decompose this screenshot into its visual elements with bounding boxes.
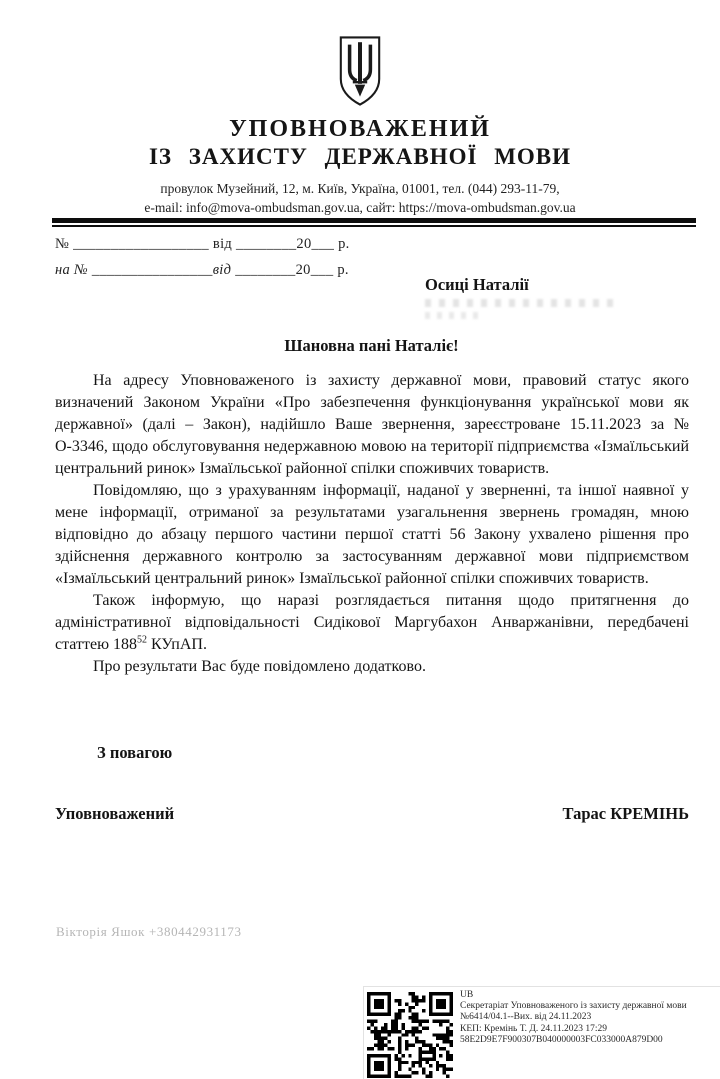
stamp-text-block bbox=[460, 990, 718, 1046]
stamp-kep-signature: КЕП: Кремінь Т. Д. 24.11.2023 17:29 bbox=[460, 1023, 608, 1034]
executor-name: Вікторія Яшок bbox=[56, 924, 146, 939]
ref-no-label: № bbox=[55, 236, 70, 252]
incoming-ref-row bbox=[55, 262, 349, 279]
ref2-no-blank: ________________ bbox=[91, 262, 213, 278]
org-name-line1: УПОВНОВАЖЕНИЙ bbox=[229, 116, 491, 142]
stamp-line-ub: UB bbox=[460, 990, 474, 1000]
executor-contact bbox=[56, 924, 242, 940]
org-contacts: e-mail: info@mova-ombudsman.gov.ua, сайт: https://mova-ombudsman.gov.ua bbox=[144, 200, 576, 215]
stamp-secretariat: Секретаріат Уповноваженого із захисту державної мови bbox=[460, 1001, 687, 1012]
signer-name: Тарас КРЕМІНЬ bbox=[562, 804, 689, 823]
digital-signature-stamp bbox=[363, 986, 720, 1079]
ref2-year-suffix: р. bbox=[337, 262, 349, 278]
ref-year-suffix: р. bbox=[338, 236, 350, 252]
ref2-no-label: на № bbox=[55, 262, 88, 278]
signature-row bbox=[55, 804, 689, 824]
letter-body bbox=[55, 370, 689, 678]
ref-year: 20 bbox=[296, 236, 312, 252]
paragraph-3-tail: КУпАП. bbox=[147, 636, 207, 653]
stamp-outgoing-number: №6414/04.1--Вих. від 24.11.2023 bbox=[460, 1012, 592, 1023]
letterhead-divider bbox=[52, 218, 696, 227]
ref-no-blank: __________________ bbox=[73, 236, 209, 252]
outgoing-ref-row bbox=[55, 236, 350, 253]
qr-code bbox=[367, 992, 453, 1078]
paragraph-4: Про результати Вас буде повідомлено додатково. bbox=[93, 658, 426, 675]
ref-year-blank: ___ bbox=[311, 236, 335, 252]
salutation: Шановна пані Наталіє! bbox=[284, 336, 459, 355]
paragraph-3 bbox=[55, 590, 689, 656]
paragraph-3-text: Також інформую, що наразі розглядається питання щодо притягнення до адміністративної відповідальності Сидікової Маргубахон Анваржанівни, передбачені статтею 188 bbox=[55, 592, 689, 653]
redacted-address-line2 bbox=[425, 312, 485, 319]
redacted-address-line1 bbox=[425, 299, 620, 307]
paragraph-2: Повідомляю, що з урахуванням інформації, наданої у зверненні, та іншої наявної у мене інформації, отриманої за результатами узагальнення звернень громадян, мною відповідно до абзацу першого частини першої статті 56 Закону ухвалено рішення про здійснення державного контролю за застосуванням державної мови підприємством «Ізмаїльський центральний ринок» Ізмаїльської районної спілки споживчих товариств. bbox=[55, 482, 689, 587]
tryzub-emblem-icon bbox=[336, 34, 384, 108]
letterhead bbox=[0, 34, 720, 113]
signer-title: Уповноважений bbox=[55, 804, 175, 823]
ref-date-blank: ________ bbox=[236, 236, 297, 252]
org-address: провулок Музейний, 12, м. Київ, Україна, 01001, тел. (044) 293-11-79, bbox=[160, 181, 560, 196]
ref2-year-blank: ___ bbox=[310, 262, 334, 278]
article-superscript: 52 bbox=[137, 634, 148, 646]
ref-vid-label: від bbox=[212, 236, 233, 252]
ref2-date-blank: ________ bbox=[235, 262, 296, 278]
recipient-name: Осиці Наталії bbox=[425, 275, 529, 294]
closing-phrase: З повагою bbox=[97, 743, 173, 762]
ref2-year: 20 bbox=[295, 262, 311, 278]
org-name-line2: ІЗ ЗАХИСТУ ДЕРЖАВНОЇ МОВИ bbox=[148, 144, 572, 169]
executor-phone: +380442931173 bbox=[148, 924, 242, 939]
stamp-hash: 58E2D9E7F900307B040000003FC033000A879D00 bbox=[460, 1034, 663, 1045]
ref2-vid-label: від bbox=[212, 262, 232, 278]
paragraph-1: На адресу Уповноваженого із захисту державної мови, правовий статус якого визначений Законом України «Про забезпечення функціонування української мови як державної» (далі – Закон), надійшло Ваше звернення, зареєстроване 15.11.2023 за № О-3346, щодо обслуговування недержавною мовою на території підприємства «Ізмаїльський центральний ринок» Ізмаїльської районної спілки споживчих товариств. bbox=[55, 372, 689, 477]
